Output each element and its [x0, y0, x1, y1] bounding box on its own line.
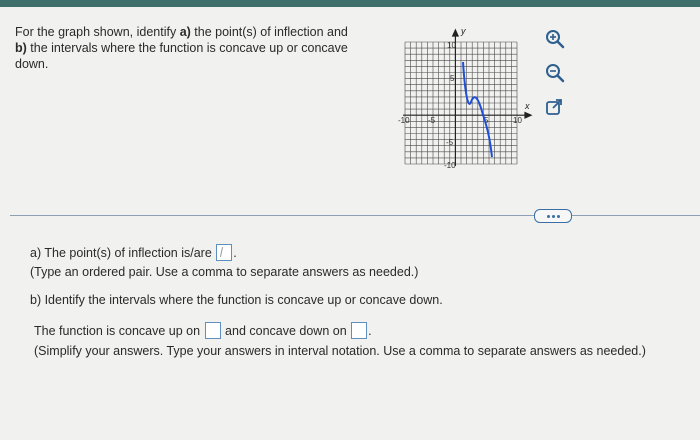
tick-label: 5: [484, 116, 489, 125]
period: .: [233, 246, 237, 260]
zoom-out-button[interactable]: [543, 62, 567, 84]
top-bar: [0, 0, 700, 7]
concave-down-answer-box[interactable]: [351, 322, 367, 339]
x-axis-label: x: [525, 101, 530, 111]
part-b-text: The function is concave up on: [34, 324, 201, 338]
inflection-points-answer-box[interactable]: [216, 244, 232, 261]
section-divider: [10, 215, 700, 216]
tick-label: -5: [428, 116, 436, 125]
ellipsis-dot-icon: [552, 215, 555, 218]
tick-label: 5: [450, 74, 455, 83]
external-link-icon: [544, 97, 564, 117]
concave-up-answer-box[interactable]: [205, 322, 221, 339]
zoom-in-button[interactable]: [543, 28, 567, 50]
tick-label: -5: [446, 138, 454, 147]
tick-label: 10: [513, 116, 522, 125]
part-b-text: and concave down on: [225, 324, 347, 338]
part-b-sentence: [34, 322, 372, 339]
part-b-marker: b): [15, 41, 27, 55]
y-axis-label: y: [461, 26, 466, 36]
zoom-in-icon: [545, 29, 565, 49]
question-text-part: For the graph shown, identify: [15, 25, 180, 39]
tick-label: -10: [398, 116, 410, 125]
part-a-prompt: [30, 244, 237, 261]
open-in-new-window-button[interactable]: [542, 96, 566, 118]
question-text-part: down.: [15, 57, 49, 71]
question-text-part: the point(s) of inflection and: [190, 25, 348, 39]
question-text-part: the intervals where the function is concave up or concave: [26, 41, 348, 55]
ellipsis-dot-icon: [547, 215, 550, 218]
ellipsis-dot-icon: [557, 215, 560, 218]
part-a-hint: (Type an ordered pair. Use a comma to separate answers as needed.): [30, 265, 419, 279]
part-b-hint: (Simplify your answers. Type your answers in interval notation. Use a comma to separate answers as needed.): [34, 344, 646, 358]
period: .: [368, 324, 372, 338]
part-b-prompt: b) Identify the intervals where the function is concave up or concave down.: [30, 293, 443, 307]
function-graph: [395, 22, 535, 172]
part-a-prompt-text: a) The point(s) of inflection is/are: [30, 246, 212, 260]
tick-label: -10: [444, 161, 456, 170]
part-a-marker: a): [179, 25, 191, 39]
more-options-button[interactable]: [534, 209, 572, 223]
question-text: [15, 24, 375, 72]
zoom-out-icon: [545, 63, 565, 83]
graph-grid: [405, 42, 517, 164]
tick-label: 10: [447, 41, 456, 50]
